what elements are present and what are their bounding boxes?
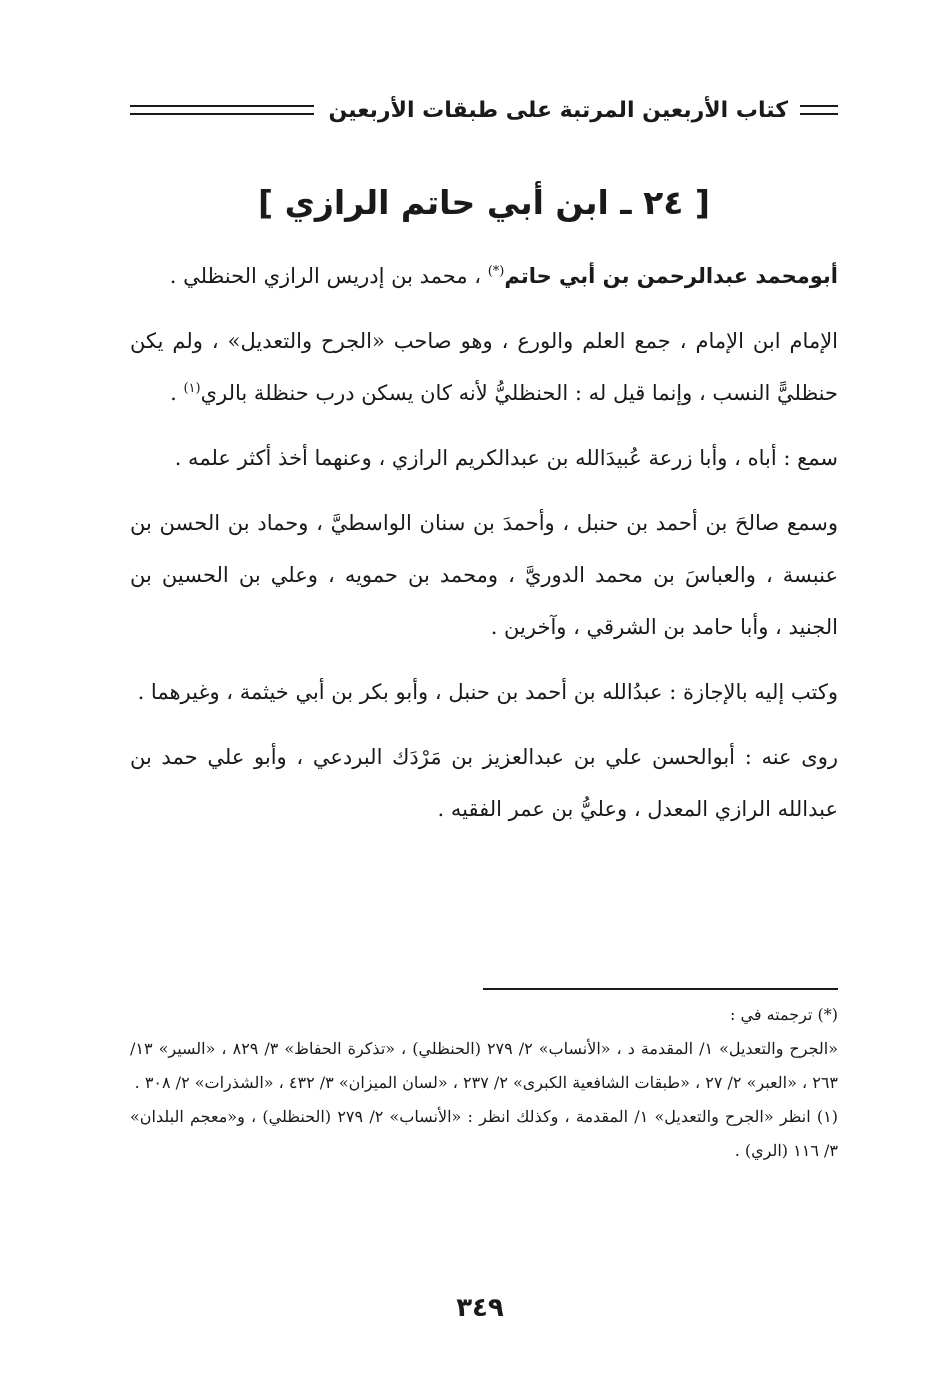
intro-rest: ، محمد بن إدريس الرازي الحنظلي . [169, 264, 488, 288]
page-number: ٣٤٩ [456, 1293, 504, 1323]
paragraph-description [130, 315, 838, 419]
footnote-marker-star: (*) [487, 264, 505, 279]
paragraph-ijaza: وكتب إليه بالإجازة : عبدُالله بن أحمد بن حنبل ، وأبو بكر بن أبي خيثمة ، وغيرهما . [137, 680, 838, 704]
header-rule-short [800, 105, 838, 115]
paragraph-teachers-other: وسمع صالحَ بن أحمد بن حنبل ، وأحمدَ بن سنان الواسطيَّ ، وحماد بن الحسن بن عنبسة ، والعباسَ بن محمد الدوريَّ ، ومحمد بن حمويه ، وعلي بن الحسين بن الجنيد ، وأبا حامد بن الشرقي ، وآخرين . [130, 511, 838, 639]
paragraph-description-end: . [170, 381, 184, 405]
paragraph-teachers-main: سمع : أباه ، وأبا زرعة عُبيدَالله بن عبدالكريم الرازي ، وعنهما أخذ أكثر علمه . [174, 446, 838, 470]
paragraph-students: روى عنه : أبوالحسن علي بن عبدالعزيز بن مَرْدَك البردعي ، وأبو علي حمد بن عبدالله الرازي المعدل ، وعليُّ بن عمر الفقيه . [130, 745, 838, 821]
footnotes [130, 998, 838, 1168]
footnote-separator [483, 988, 838, 990]
footnote-star-sources: «الجرح والتعديل» ١/ المقدمة د ، «الأنساب» ٢/ ٢٧٩ (الحنظلي) ، «تذكرة الحفاظ» ٣/ ٨٢٩ ، «السير» ١٣/ ٢٦٣ ، «العبر» ٢/ ٢٧ ، «طبقات الشافعية الكبرى» ٢/ ٢٣٧ ، «لسان الميزان» ٣/ ٤٣٢ ، «الشذرات» ٢/ ٣٠٨ . [130, 1039, 839, 1092]
paragraph-description-text: الإمام ابن الإمام ، جمع العلم والورع ، وهو صاحب «الجرح والتعديل» ، ولم يكن حنظليًّ النسب ، وإنما قيل له : الحنظليُّ لأنه كان يسكن درب حنظلة بالري [130, 329, 838, 405]
intro-paragraph [130, 250, 838, 302]
footnote-1: (١) انظر «الجرح والتعديل» ١/ المقدمة ، وكذلك انظر : «الأنساب» ٢/ ٢٧٩ (الحنظلي) ، و«معجم البلدان» ٣/ ١١٦ (الري) . [130, 1107, 838, 1160]
running-head-title: كتاب الأربعين المرتبة على طبقات الأربعين [328, 97, 788, 123]
header-rule-long [130, 105, 314, 115]
footnote-star-heading: (*) ترجمته في : [730, 1005, 838, 1024]
chapter-title: [ ٢٤ ـ ابن أبي حاتم الرازي ] [258, 183, 710, 222]
footnote-marker-1: (١) [183, 381, 201, 396]
main-text [130, 250, 838, 848]
scholar-name: أبومحمد عبدالرحمن بن أبي حاتم [504, 264, 838, 288]
running-head [130, 88, 838, 132]
